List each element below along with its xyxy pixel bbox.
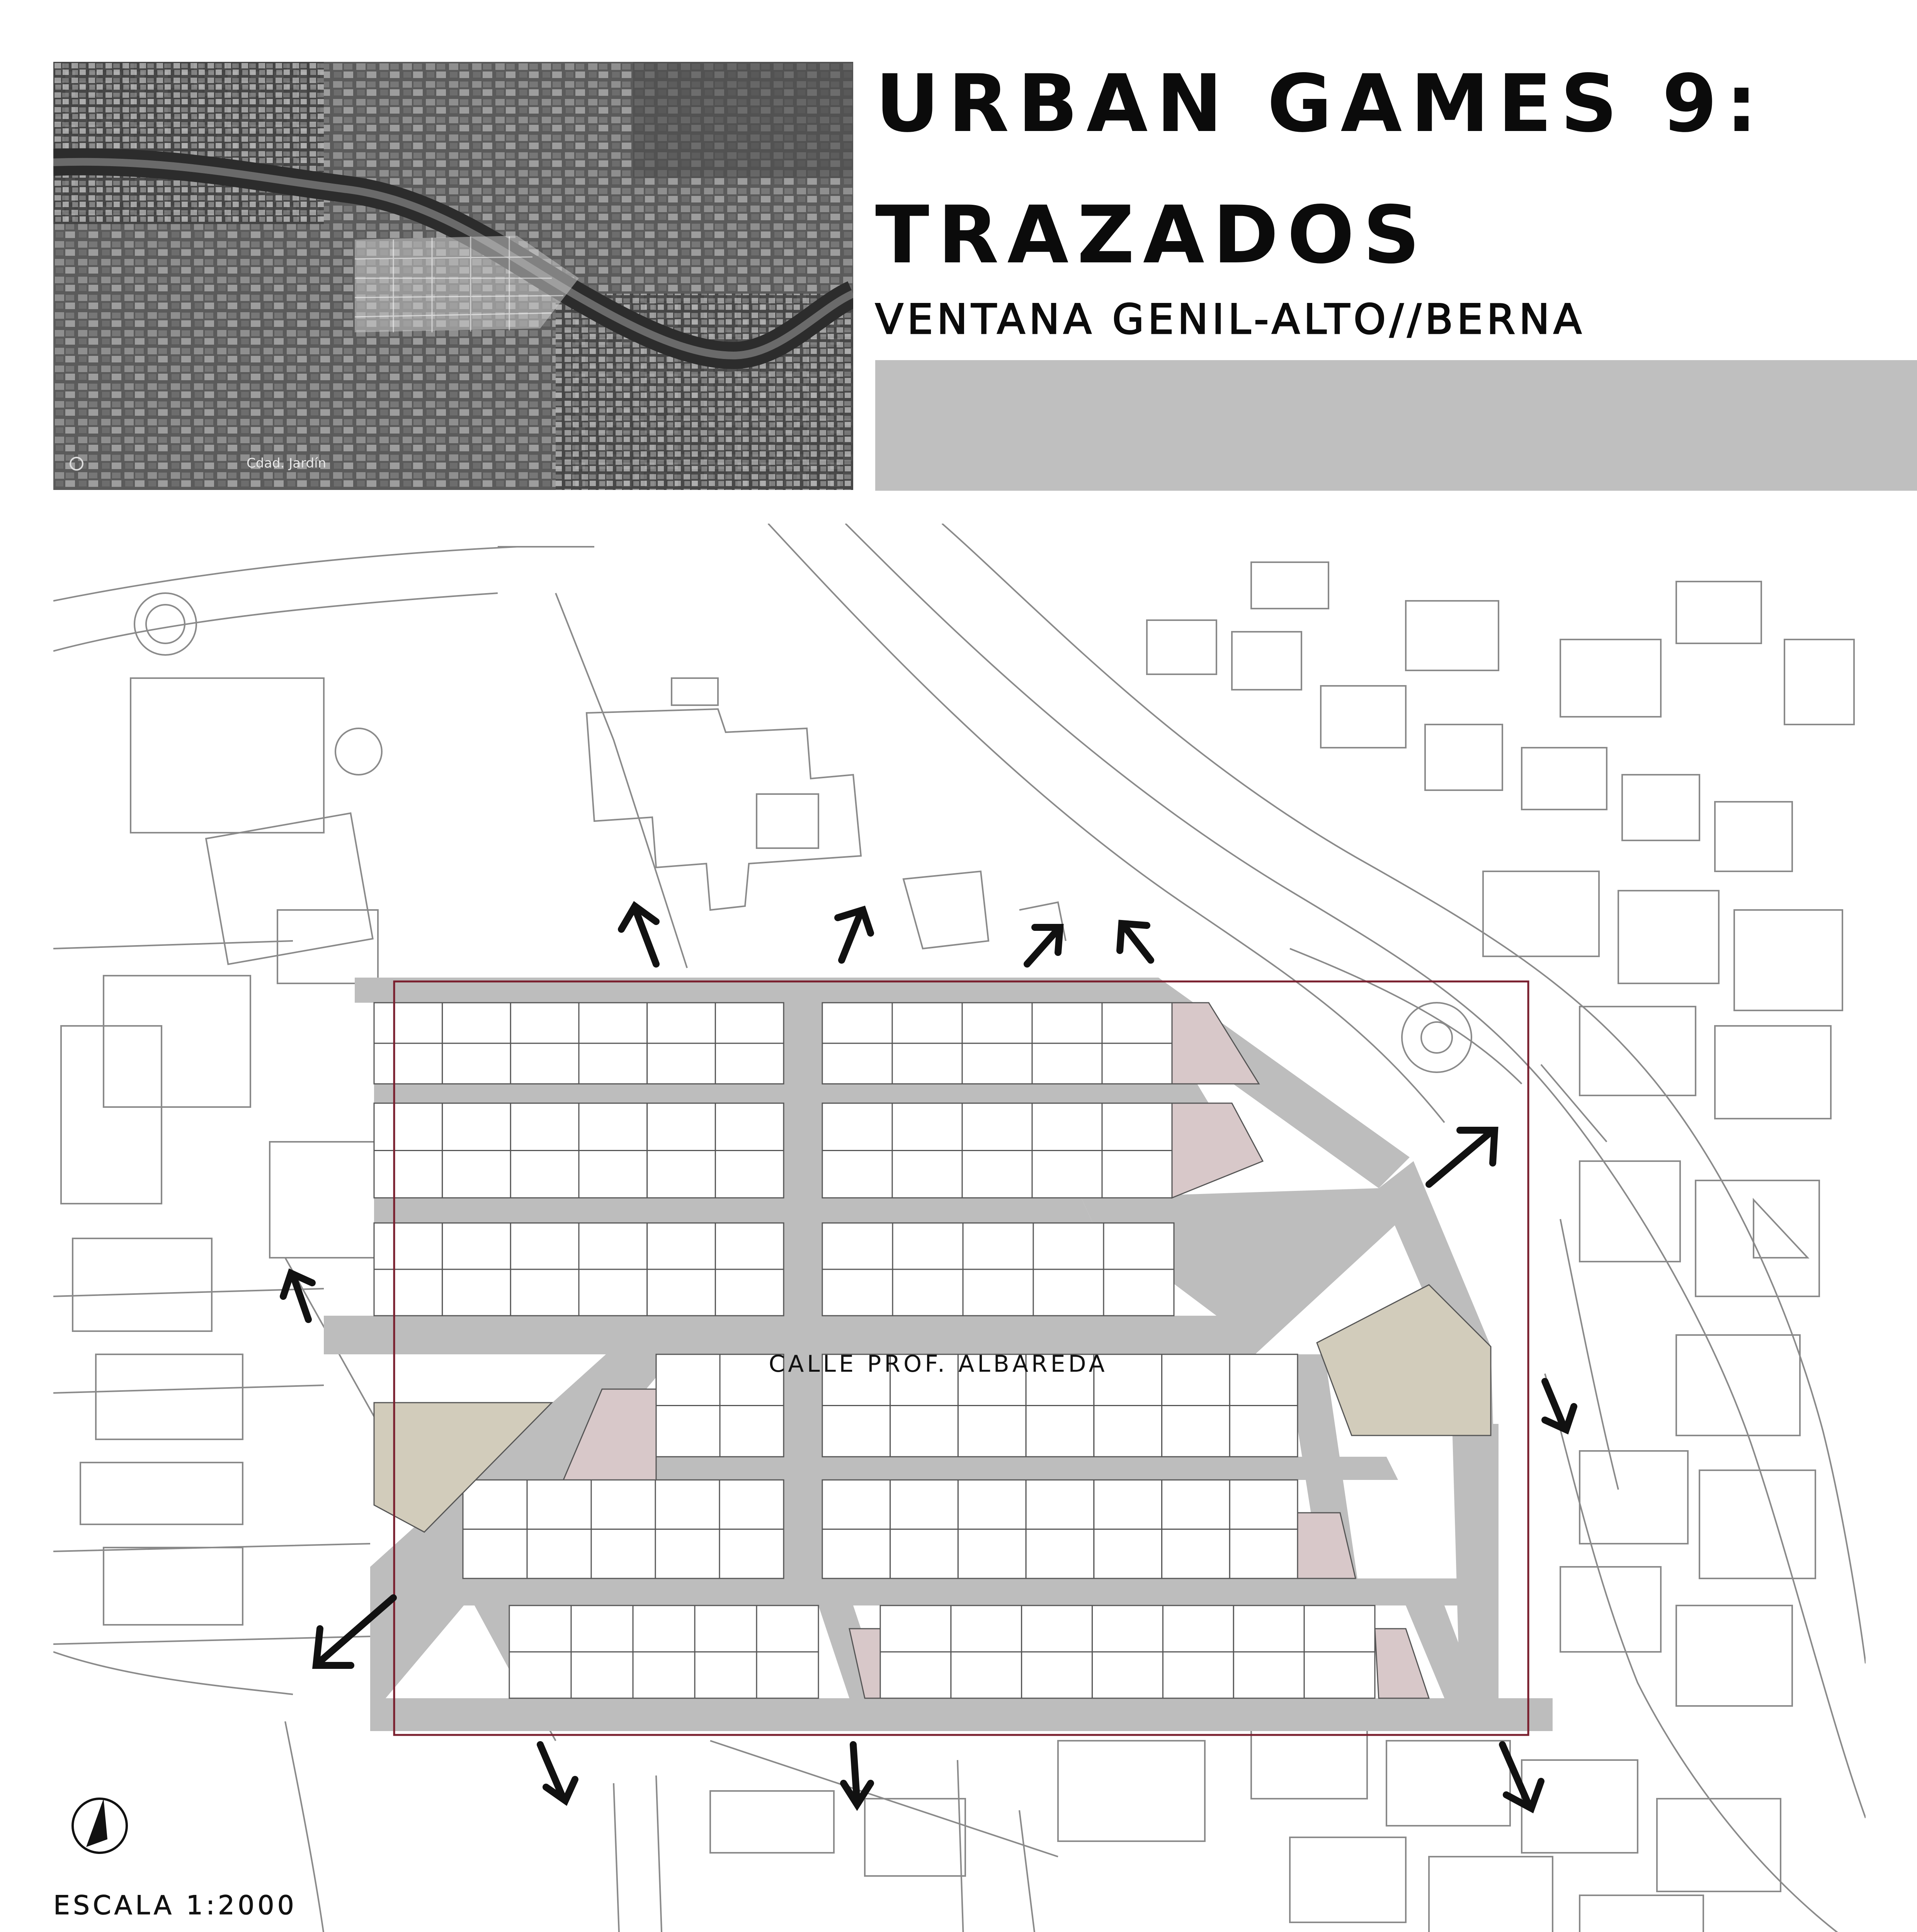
parcel: [963, 1269, 1033, 1316]
parcel: [510, 1043, 579, 1084]
parcel: [890, 1480, 958, 1529]
aerial-photo-graphic: [53, 62, 853, 490]
parcel: [579, 1269, 647, 1316]
parcel: [715, 1003, 784, 1043]
parcel: [822, 1223, 893, 1269]
parcel: [1033, 1223, 1104, 1269]
parcel: [647, 1151, 716, 1198]
parcel: [509, 1652, 571, 1698]
parcel: [951, 1652, 1022, 1698]
parcel: [442, 1223, 511, 1269]
parcel: [890, 1529, 958, 1579]
page-title-line2: TRAZADOS: [875, 189, 1429, 281]
parcel: [510, 1103, 579, 1151]
parcel: [1026, 1529, 1094, 1579]
parcel: [880, 1605, 951, 1652]
arrow-icon: [540, 1745, 575, 1801]
parcel: [527, 1529, 591, 1579]
parcel: [510, 1223, 579, 1269]
parcel: [1022, 1605, 1092, 1652]
parcel: [892, 1043, 962, 1084]
parcel: [579, 1103, 647, 1151]
parcel: [510, 1269, 579, 1316]
parcel: [633, 1652, 695, 1698]
parcel: [374, 1269, 442, 1316]
parcel: [374, 1103, 442, 1151]
parcel: [374, 1043, 442, 1084]
parcel: [720, 1406, 784, 1457]
parcel: [822, 1003, 892, 1043]
parcel: [442, 1043, 511, 1084]
parcel: [647, 1003, 716, 1043]
parcel: [647, 1103, 716, 1151]
parcel: [893, 1223, 963, 1269]
parcel: [890, 1406, 958, 1457]
parcel: [715, 1223, 784, 1269]
parcel: [958, 1480, 1026, 1529]
page-subtitle: VENTANA GENIL-ALTO//BERNA: [875, 296, 1585, 343]
arrow-icon: [1545, 1381, 1574, 1430]
parcel: [1233, 1652, 1304, 1698]
parcel: [442, 1151, 511, 1198]
parcel: [656, 1406, 720, 1457]
arrow-icon: [1027, 927, 1060, 964]
parcel: [579, 1151, 647, 1198]
parcel: [463, 1480, 527, 1529]
parcel: [591, 1529, 655, 1579]
parcel: [571, 1605, 633, 1652]
parcel: [757, 1605, 818, 1652]
scale-title: ESCALA 1:2000: [53, 1890, 297, 1921]
street-label: CALLE PROF. ALBAREDA: [769, 1350, 1108, 1378]
parcel: [1230, 1480, 1298, 1529]
parcel: [822, 1151, 892, 1198]
parcel: [647, 1043, 716, 1084]
parcel: [1102, 1003, 1172, 1043]
parcel: [1162, 1406, 1230, 1457]
parcel: [1094, 1529, 1162, 1579]
parcel: [962, 1003, 1032, 1043]
parcel: [1032, 1151, 1102, 1198]
parcel: [1094, 1406, 1162, 1457]
parcel: [720, 1529, 784, 1579]
parcel: [822, 1529, 890, 1579]
parcel: [579, 1223, 647, 1269]
parcel: [715, 1043, 784, 1084]
parcel: [656, 1354, 720, 1406]
aerial-label: Cdad. Jardín: [247, 456, 327, 471]
parcel: [822, 1269, 893, 1316]
parcel: [633, 1605, 695, 1652]
parcel: [1162, 1529, 1230, 1579]
parcel: [1163, 1605, 1233, 1652]
arrow-icon: [621, 906, 656, 964]
parcel: [892, 1103, 962, 1151]
arrow-icon: [1120, 923, 1151, 960]
parcel: [1032, 1103, 1102, 1151]
parcel: [647, 1223, 716, 1269]
parcel: [822, 1406, 890, 1457]
parcel: [1032, 1043, 1102, 1084]
parcel: [1233, 1605, 1304, 1652]
parcel: [893, 1269, 963, 1316]
page-title: URBAN GAMES 9:: [875, 58, 1766, 150]
header-grey-bar: [875, 360, 1917, 491]
parcel: [1230, 1354, 1298, 1406]
urban-plan-map: [53, 524, 1866, 1932]
parcel: [374, 1223, 442, 1269]
north-arrow-icon: [73, 1799, 127, 1853]
parcel: [1304, 1652, 1375, 1698]
parcel: [442, 1103, 511, 1151]
aerial-photo: [53, 62, 853, 490]
parcel: [962, 1103, 1032, 1151]
parcel: [963, 1223, 1033, 1269]
parcel: [591, 1480, 655, 1529]
parcel: [1026, 1406, 1094, 1457]
parcel: [509, 1605, 571, 1652]
arrow-icon: [283, 1273, 312, 1320]
parcel: [1094, 1480, 1162, 1529]
parcel: [374, 1003, 442, 1043]
parcel: [1102, 1103, 1172, 1151]
parcel: [442, 1003, 511, 1043]
parcel: [880, 1652, 951, 1698]
parcel: [1092, 1652, 1163, 1698]
parcel: [822, 1043, 892, 1084]
parcel: [1102, 1043, 1172, 1084]
parcel: [962, 1043, 1032, 1084]
parcel: [1230, 1406, 1298, 1457]
parcel: [715, 1103, 784, 1151]
parcel: [695, 1605, 757, 1652]
parcel: [822, 1103, 892, 1151]
parcel: [822, 1480, 890, 1529]
parcel: [655, 1480, 720, 1529]
parcel: [1104, 1223, 1174, 1269]
parcel: [463, 1529, 527, 1579]
parcel: [579, 1003, 647, 1043]
parcel: [715, 1269, 784, 1316]
parcel: [892, 1003, 962, 1043]
parcel: [1104, 1269, 1174, 1316]
parcel: [1092, 1605, 1163, 1652]
parcel: [571, 1652, 633, 1698]
parcel: [442, 1269, 511, 1316]
arrow-icon: [838, 910, 871, 960]
parcel: [1102, 1151, 1172, 1198]
parcel: [1162, 1354, 1230, 1406]
parcel: [962, 1151, 1032, 1198]
parcel: [892, 1151, 962, 1198]
parcel: [1304, 1605, 1375, 1652]
arrow-icon: [844, 1745, 871, 1804]
parcel: [1032, 1003, 1102, 1043]
parcel: [1230, 1529, 1298, 1579]
parcel: [655, 1529, 720, 1579]
parcel: [1022, 1652, 1092, 1698]
parcel: [958, 1529, 1026, 1579]
parcel: [958, 1406, 1026, 1457]
parcel: [1163, 1652, 1233, 1698]
parcel: [1033, 1269, 1104, 1316]
parcel: [757, 1652, 818, 1698]
parcel: [1162, 1480, 1230, 1529]
parcel: [720, 1480, 784, 1529]
parcel: [374, 1151, 442, 1198]
parcel: [1026, 1480, 1094, 1529]
parcel: [510, 1151, 579, 1198]
parcel: [579, 1043, 647, 1084]
parcel: [527, 1480, 591, 1529]
parcel: [951, 1605, 1022, 1652]
parcel: [715, 1151, 784, 1198]
parcel: [695, 1652, 757, 1698]
parcel: [510, 1003, 579, 1043]
arrow-icon: [1429, 1130, 1495, 1184]
urban-plan-graphic: [53, 524, 1866, 1932]
parcel: [647, 1269, 716, 1316]
